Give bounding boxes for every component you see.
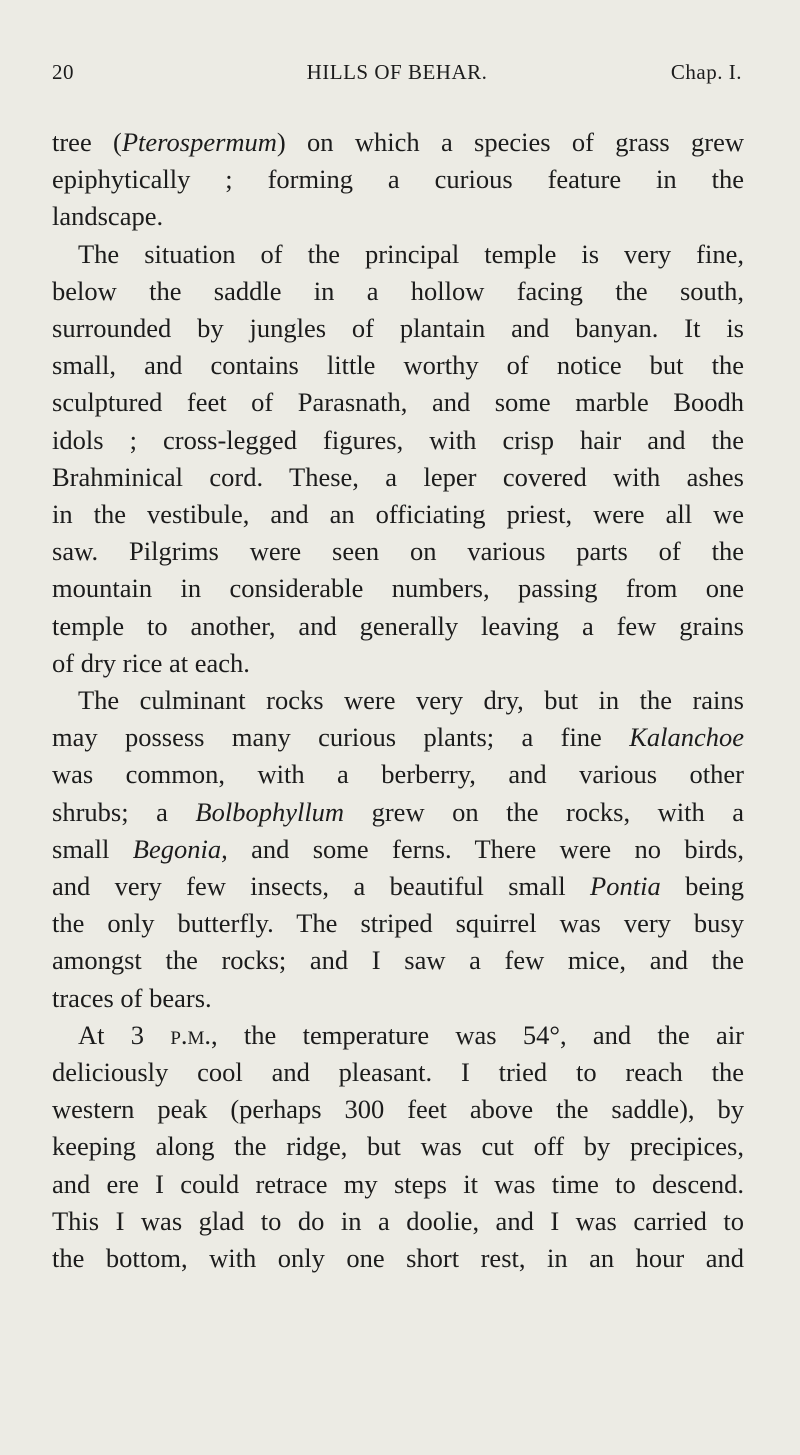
text-segment: small bbox=[52, 833, 133, 864]
text-line bbox=[52, 422, 744, 459]
italic-term: Begonia, bbox=[132, 833, 228, 864]
text-segment: landscape. bbox=[52, 201, 164, 232]
text-segment: being bbox=[660, 871, 745, 902]
text-line bbox=[52, 459, 744, 496]
text-segment: , the temperature was 54°, and the air bbox=[211, 1019, 745, 1050]
text-segment: ) on which a species of grass grew bbox=[276, 127, 744, 157]
text-segment: sculptured feet of Parasnath, and some marble Boodh bbox=[52, 387, 744, 418]
text-line bbox=[52, 905, 744, 942]
text-line bbox=[52, 384, 744, 421]
text-segment: traces of bears. bbox=[52, 982, 212, 1013]
text-line bbox=[52, 794, 744, 831]
text-line bbox=[52, 831, 744, 868]
text-segment: below the saddle in a hollow facing the south, bbox=[52, 275, 744, 306]
text-segment: temple to another, and generally leaving a few grains bbox=[52, 610, 744, 641]
text-segment: and ere I could retrace my steps it was time to descend. bbox=[52, 1168, 744, 1199]
text-segment: may possess many curious plants; a fine bbox=[52, 722, 630, 753]
text-line bbox=[52, 161, 744, 198]
text-segment: grew on the rocks, with a bbox=[344, 796, 745, 827]
text-line bbox=[52, 310, 744, 347]
text-segment: epiphytically ; forming a curious feature in the bbox=[52, 164, 744, 195]
text-segment: amongst the rocks; and I saw a few mice, and the bbox=[52, 945, 744, 976]
text-line bbox=[52, 868, 744, 905]
text-segment: and some ferns. There were no birds, bbox=[227, 833, 744, 864]
text-line bbox=[52, 1017, 744, 1054]
text-segment: The situation of the principal temple is very fine, bbox=[78, 238, 744, 269]
text-line bbox=[52, 942, 744, 979]
text-line bbox=[52, 1054, 744, 1091]
text-segment: saw. Pilgrims were seen on various parts of the bbox=[52, 536, 744, 567]
text-segment: idols ; cross-legged figures, with crisp hair and the bbox=[52, 424, 744, 455]
text-segment: This I was glad to do in a doolie, and I was carried to bbox=[52, 1205, 744, 1236]
text-segment: the only butterfly. The striped squirrel was very busy bbox=[52, 908, 744, 939]
small-caps-text: p.m. bbox=[170, 1019, 212, 1050]
text-line bbox=[52, 1203, 744, 1240]
text-line bbox=[52, 756, 744, 793]
text-segment: mountain in considerable numbers, passing from one bbox=[52, 573, 744, 604]
text-segment: At 3 bbox=[78, 1019, 171, 1050]
italic-term: Bolbophyllum bbox=[195, 796, 345, 827]
text-line bbox=[52, 273, 744, 310]
text-line bbox=[52, 570, 744, 607]
text-segment: was common, with a berberry, and various other bbox=[52, 759, 744, 790]
text-segment: western peak (perhaps 300 feet above the saddle), by bbox=[52, 1094, 744, 1125]
text-segment: shrubs; a bbox=[52, 796, 196, 827]
chapter-label: Chap. I. bbox=[670, 60, 742, 84]
text-segment: The culminant rocks were very dry, but in the rains bbox=[78, 685, 744, 716]
text-line bbox=[52, 198, 744, 235]
text-line bbox=[52, 124, 744, 161]
text-segment: in the vestibule, and an officiating priest, were all we bbox=[52, 499, 744, 530]
text-segment: of dry rice at each. bbox=[52, 647, 250, 678]
body-text bbox=[52, 124, 744, 1277]
text-line bbox=[52, 645, 744, 682]
text-line bbox=[52, 533, 744, 570]
text-line bbox=[52, 1128, 744, 1165]
italic-term: Pontia bbox=[590, 871, 661, 902]
text-line bbox=[52, 1166, 744, 1203]
text-segment: tree ( bbox=[52, 127, 122, 157]
italic-term: Kalanchoe bbox=[629, 722, 744, 753]
text-line bbox=[52, 1240, 744, 1277]
text-segment: surrounded by jungles of plantain and banyan. It is bbox=[52, 313, 744, 344]
text-segment: Brahminical cord. These, a leper covered with ashes bbox=[52, 461, 744, 492]
text-segment: the bottom, with only one short rest, in an hour and bbox=[52, 1243, 744, 1274]
text-line bbox=[52, 236, 744, 273]
text-line bbox=[52, 608, 744, 645]
text-segment: and very few insects, a beautiful small bbox=[52, 871, 591, 902]
text-segment: deliciously cool and pleasant. I tried to reach the bbox=[52, 1057, 744, 1088]
running-title: HILLS OF BEHAR. bbox=[306, 60, 488, 84]
text-line bbox=[52, 980, 744, 1017]
text-line bbox=[52, 682, 744, 719]
text-line bbox=[52, 719, 744, 756]
text-segment: keeping along the ridge, but was cut off by precipices, bbox=[52, 1131, 744, 1162]
italic-term: Pterospermum bbox=[121, 127, 277, 157]
page-number: 20 bbox=[52, 60, 74, 84]
running-header bbox=[52, 60, 742, 94]
text-line bbox=[52, 347, 744, 384]
text-segment: small, and contains little worthy of notice but the bbox=[52, 350, 744, 381]
text-line bbox=[52, 1091, 744, 1128]
text-line bbox=[52, 496, 744, 533]
